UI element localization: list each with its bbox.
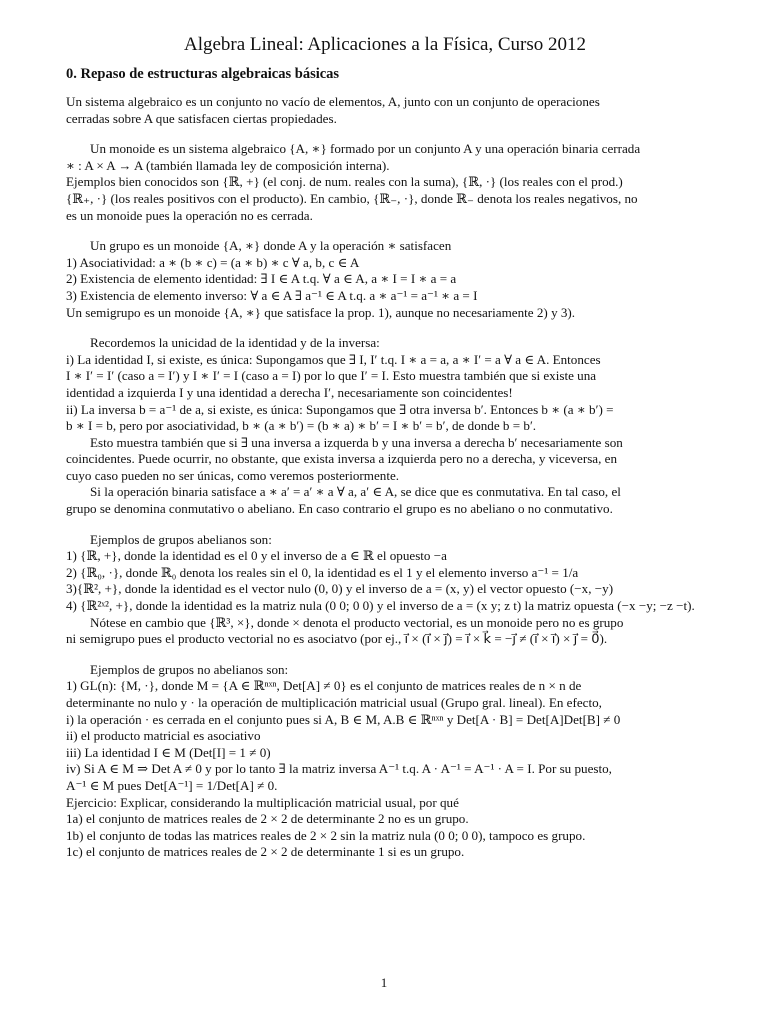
text-line: iv) Si A ∈ M ⇒ Det A ≠ 0 y por lo tanto ∃ la matriz inversa A⁻¹ t.q. A · A⁻¹ = A⁻¹ · A = I. Por su puesto, — [66, 761, 612, 777]
text-line: 2) Existencia de elemento identidad: ∃ I ∈ A t.q. ∀ a ∈ A, a ∗ I = I ∗ a = a — [66, 271, 457, 287]
text-line: ni semigrupo pues el producto vectorial no es asociatvo (por ej., i⃗ × (i⃗ × j⃗) = i⃗ × k⃗ = −j⃗ ≠ (i⃗ × i⃗) × j⃗ = 0⃗). — [66, 631, 608, 647]
document-title: Algebra Lineal: Aplicaciones a la Física, Curso 2012 — [183, 34, 587, 55]
paragraph-grupo — [66, 238, 704, 321]
text-line: 4) {ℝ²ˣ², +}, donde la identidad es la matriz nula (0 0; 0 0) y el inverso de a = (x y; z t) la matriz opuesta (−x −y; −z −t). — [66, 598, 695, 614]
text-line: 1) Asociatividad: a ∗ (b ∗ c) = (a ∗ b) ∗ c ∀ a, b, c ∈ A — [66, 254, 360, 270]
text-line: 2) {ℝ₀, ·}, donde ℝ₀ denota los reales sin el 0, la identidad es el 1 y el elemento inverso a⁻¹ = 1/a — [66, 564, 579, 580]
paragraph-monoide — [66, 141, 704, 224]
text-line: coincidentes. Puede ocurrir, no obstante, que exista inversa a izquierda pero no a derecha, y viceversa, en — [66, 451, 618, 467]
text-line: i) la operación · es cerrada en el conjunto pues si A, B ∈ M, A.B ∈ ℝⁿˣⁿ y Det[A · B] = Det[A]Det[B] ≠ 0 — [66, 711, 621, 727]
text-line: ∗ : A × A → A (también llamada ley de composición interna). — [66, 157, 390, 173]
text-line: 1) GL(n): {M, ·}, donde M = {A ∈ ℝⁿˣⁿ, Det[A] ≠ 0} es el conjunto de matrices reales de n × n de — [66, 678, 582, 694]
text-line: determinante no nulo y · la operación de multiplicación matricial usual (Grupo gral. lineal). En efecto, — [66, 695, 602, 710]
text-line: Un semigrupo es un monoide {A, ∗} que satisface la prop. 1), aunque no necesariamente 2) y 3). — [66, 304, 576, 320]
text-line: grupo se denomina conmutativo o abeliano. En caso contrario el grupo es no abeliano o no conmutativo. — [66, 501, 613, 517]
text-line: identidad a izquierda I y una identidad a derecha I′, necesariamente son coincidentes! — [66, 384, 513, 400]
text-line: 3) Existencia de elemento inverso: ∀ a ∈ A ∃ a⁻¹ ∈ A t.q. a ∗ a⁻¹ = a⁻¹ ∗ a = I — [66, 287, 478, 303]
text-line: Ejemplos bien conocidos son {ℝ, +} (el conj. de num. reales con la suma), {ℝ, ·} (los reales con el prod.) — [66, 174, 623, 190]
text-line: A⁻¹ ∈ M pues Det[A⁻¹] = 1/Det[A] ≠ 0. — [66, 777, 278, 793]
text-line: 1b) el conjunto de todas las matrices reales de 2 × 2 sin la matriz nula (0 0; 0 0), tampoco es grupo. — [66, 827, 586, 843]
text-line: cerradas sobre A que satisfacen ciertas propiedades. — [66, 110, 337, 126]
text-line: Un sistema algebraico es un conjunto no vacío de elementos, A, junto con un conjunto de operaciones — [66, 94, 600, 109]
text-line: 1c) el conjunto de matrices reales de 2 × 2 de determinante 1 si es un grupo. — [66, 844, 465, 860]
text-line: b ∗ I = b, pero por asociatividad, b ∗ (a ∗ b′) = (b ∗ a) ∗ b′ = I ∗ b′ = b′, de donde b = b′. — [66, 418, 537, 434]
spacer — [66, 518, 704, 532]
text-line: iii) La identidad I ∈ M (Det[I] = 1 ≠ 0) — [66, 744, 271, 760]
text-line: i) La identidad I, si existe, es única: Supongamos que ∃ I, I′ t.q. I ∗ a = a, a ∗ I′ = a ∀ a ∈ A. Entonces — [66, 351, 601, 367]
text-line: Un monoide es un sistema algebraico {A, ∗} formado por un conjunto A y una operación binaria cerrada — [90, 141, 641, 157]
spacer — [66, 127, 704, 141]
text-line: Esto muestra también que si ∃ una inversa a izquerda b y una inversa a derecha b′ necesariamente son — [90, 434, 623, 450]
text-line: ii) el producto matricial es asociativo — [66, 728, 261, 744]
paragraph-intro — [66, 94, 704, 127]
text-line: ii) La inversa b = a⁻¹ de a, si existe, es única: Supongamos que ∃ otra inversa b′. Entonces b ∗ (a ∗ b′) = — [66, 401, 614, 417]
page-number: 1 — [380, 975, 388, 990]
spacer — [66, 321, 704, 335]
section-heading: 0. Repaso de estructuras algebraicas básicas — [66, 66, 340, 82]
paragraph-unicidad — [66, 335, 704, 518]
text-line: Nótese en cambio que {ℝ³, ×}, donde × denota el producto vectorial, es un monoide pero no es grupo — [90, 614, 624, 630]
paragraph-abelianos — [66, 532, 704, 648]
text-line: Ejemplos de grupos abelianos son: — [90, 531, 272, 547]
text-line: {ℝ₊, ·} (los reales positivos con el producto). En cambio, {ℝ₋, ·}, donde ℝ₋ denota los reales negativos, no — [66, 190, 638, 206]
text-line: 1) {ℝ, +}, donde la identidad es el 0 y el inverso de a ∈ ℝ el opuesto −a — [66, 548, 447, 564]
text-line: Ejercicio: Explicar, considerando la multiplicación matricial usual, por qué — [66, 794, 459, 810]
text-line: 3){ℝ², +}, donde la identidad es el vector nulo (0, 0) y el inverso de a = (x, y) el vector opuesto (−x, −y) — [66, 581, 614, 597]
text-line: Si la operación binaria satisface a ∗ a′ = a′ ∗ a ∀ a, a′ ∈ A, se dice que es conmutativa. En tal caso, el — [90, 484, 621, 500]
spacer — [66, 224, 704, 238]
text-line: Recordemos la unicidad de la identidad y de la inversa: — [90, 335, 380, 351]
spacer — [66, 648, 704, 662]
text-line: I ∗ I′ = I′ (caso a = I′) y I ∗ I′ = I (caso a = I) por lo que I′ = I. Esto muestra también que si existe una — [66, 368, 597, 384]
text-line: cuyo caso pueden no ser únicas, como veremos posteriormente. — [66, 467, 400, 483]
text-line: Ejemplos de grupos no abelianos son: — [90, 661, 289, 677]
text-line: Un grupo es un monoide {A, ∗} donde A y la operación ∗ satisfacen — [90, 238, 452, 254]
paragraph-no-abelianos — [66, 662, 704, 861]
text-line: 1a) el conjunto de matrices reales de 2 × 2 de determinante 2 no es un grupo. — [66, 811, 469, 827]
text-line: es un monoide pues la operación no es cerrada. — [66, 207, 313, 223]
